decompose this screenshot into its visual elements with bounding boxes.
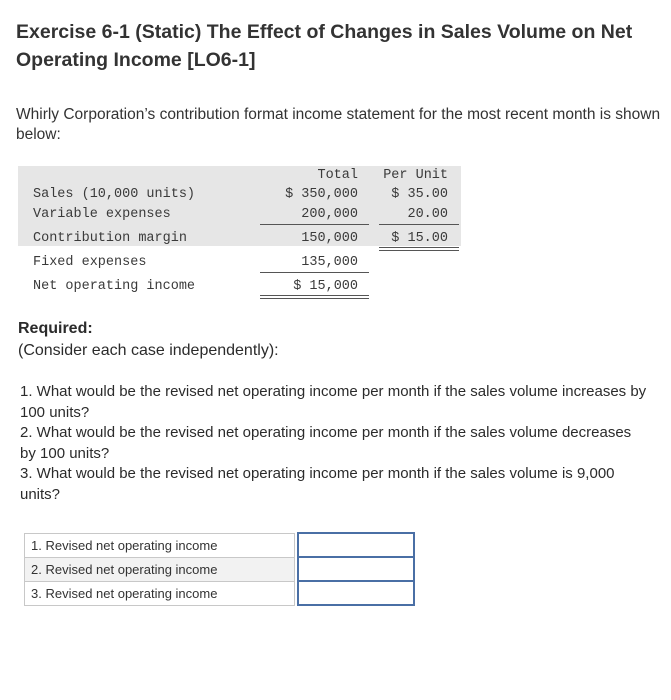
net-income-double-underline-1 (260, 295, 369, 296)
fixed-expenses-underline (260, 272, 369, 273)
row-per-unit-sales: $ 35.00 (391, 187, 448, 202)
exercise-title: Exercise 6-1 (Static) The Effect of Changes in Sales Volume on Net Operating Income [LO6-1] (16, 21, 633, 71)
question-1: 1. What would be the revised net operating income per month if the sales volume increases by 100 units? (20, 383, 647, 421)
required-heading: Required: (18, 320, 93, 337)
row-total-net-operating-income: $ 15,000 (293, 279, 358, 294)
answer-cell-3 (298, 581, 414, 605)
row-total-variable-expenses: 200,000 (301, 207, 358, 222)
row-label-sales: Sales (10,000 units) (33, 187, 196, 202)
per-unit-double-underline-2 (379, 250, 459, 251)
answer-cell-2 (298, 557, 414, 581)
answer-input-3[interactable] (299, 582, 413, 604)
net-income-double-underline-2 (260, 298, 369, 299)
required-note: (Consider each case independently): (18, 342, 279, 359)
answer-row (25, 533, 415, 557)
per-unit-double-underline-1 (379, 247, 459, 248)
row-per-unit-contribution-margin: $ 15.00 (391, 231, 448, 246)
answer-row (25, 581, 415, 605)
per-unit-underline (379, 224, 459, 225)
answer-row (25, 557, 415, 581)
row-total-fixed-expenses: 135,000 (301, 255, 358, 270)
row-label-net-operating-income: Net operating income (33, 279, 196, 294)
income-statement (18, 166, 461, 298)
row-per-unit-variable-expenses: 20.00 (407, 207, 448, 222)
question-3: 3. What would be the revised net operating income per month if the sales volume is 9,000 units? (20, 465, 615, 503)
answer-label-3: 3. Revised net operating income (25, 581, 295, 605)
header-total: Total (317, 168, 358, 183)
row-label-variable-expenses: Variable expenses (33, 207, 171, 222)
total-underline (260, 224, 369, 225)
row-label-fixed-expenses: Fixed expenses (33, 255, 147, 270)
answer-input-1[interactable] (299, 534, 413, 556)
answer-label-1: 1. Revised net operating income (25, 533, 295, 557)
question-list (20, 382, 650, 505)
row-total-sales: $ 350,000 (285, 187, 358, 202)
answer-input-2[interactable] (299, 558, 413, 580)
row-total-contribution-margin: 150,000 (301, 231, 358, 246)
answer-label-2: 2. Revised net operating income (25, 557, 295, 581)
answer-table (24, 532, 415, 606)
question-2: 2. What would be the revised net operating income per month if the sales volume decreases by 100 units? (20, 424, 632, 462)
header-per-unit: Per Unit (383, 168, 448, 183)
intro-text: Whirly Corporation’s contribution format income statement for the most recent month is shown below: (16, 106, 661, 143)
answer-cell-1 (298, 533, 414, 557)
row-label-contribution-margin: Contribution margin (33, 231, 187, 246)
